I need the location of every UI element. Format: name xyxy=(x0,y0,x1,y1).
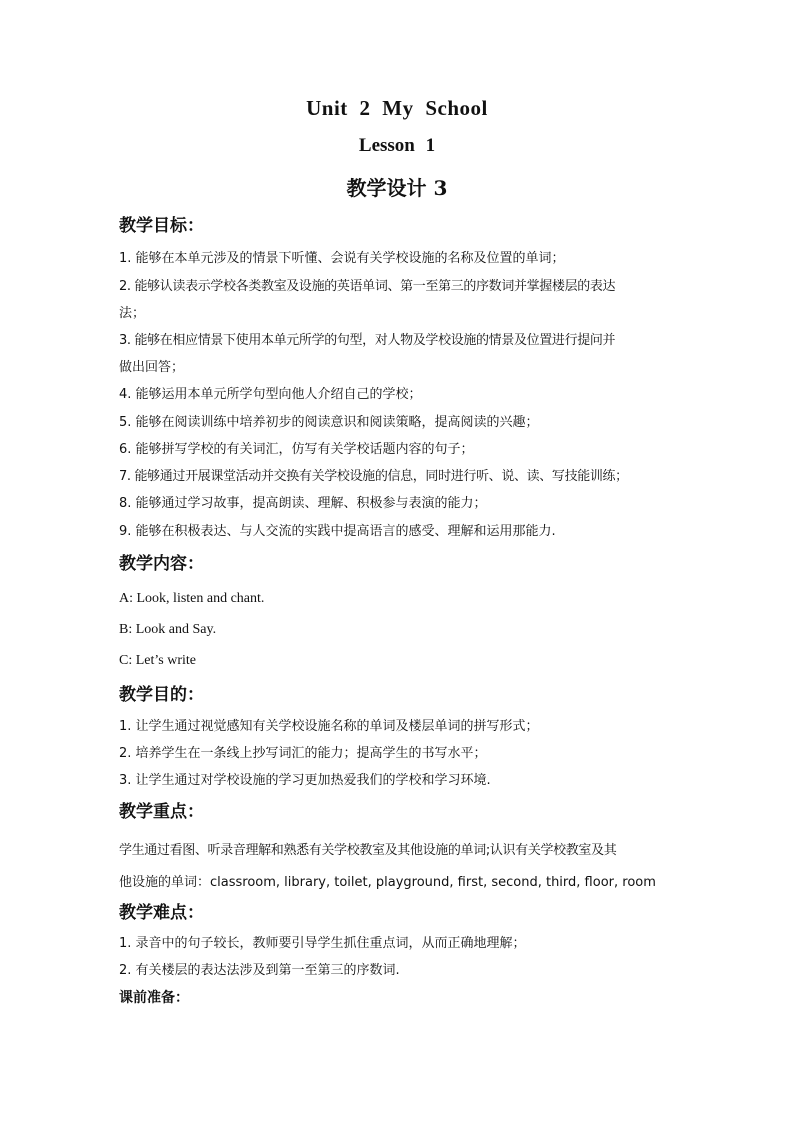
content-item: A: Look, listen and chant. xyxy=(119,591,265,606)
objective-item: 4. 能够运用本单元所学句型向他人介绍自己的学校； xyxy=(119,387,422,402)
content-heading: 教学内容： xyxy=(119,554,204,574)
purpose-item: 3. 让学生通过对学校设施的学习更加热爱我们的学校和学习环境. xyxy=(119,773,491,788)
objective-item: 3. 能够在相应情景下使用本单元所学的句型，对人物及学校设施的情景及位置进行提问并 xyxy=(119,333,616,348)
objectives-heading: 教学目标： xyxy=(119,216,204,236)
objective-item: 2. 能够认读表示学校各类教室及设施的英语单词、第一至第三的序数词并掌握楼层的表达 xyxy=(119,279,616,294)
purpose-item: 1. 让学生通过视觉感知有关学校设施名称的单词及楼层单词的拼写形式； xyxy=(119,719,539,734)
key-points-heading: 教学重点： xyxy=(119,802,204,822)
objective-item: 1. 能够在本单元涉及的情景下听懂、会说有关学校设施的名称及位置的单词； xyxy=(119,251,565,266)
difficulty-item: 1. 录音中的句子较长，教师要引导学生抓住重点词，从而正确地理解； xyxy=(119,936,526,951)
design-title: 教学设计 3 xyxy=(346,176,448,200)
preparation-heading: 课前准备： xyxy=(119,990,189,1006)
purpose-item: 2. 培养学生在一条线上抄写词汇的能力；提高学生的书写水平； xyxy=(119,746,487,761)
objective-item: 7. 能够通过开展课堂活动并交换有关学校设施的信息，同时进行听、说、读、写技能训练； xyxy=(119,469,628,484)
content-item: B: Look and Say. xyxy=(119,622,217,637)
objective-item: 5. 能够在阅读训练中培养初步的阅读意识和阅读策略，提高阅读的兴趣； xyxy=(119,415,539,430)
difficulties-heading: 教学难点： xyxy=(119,903,204,923)
content-item: C: Let’s write xyxy=(119,653,196,668)
objective-item: 9. 能够在积极表达、与人交流的实践中提高语言的感受、理解和运用那能力. xyxy=(119,524,556,539)
purpose-heading: 教学目的： xyxy=(119,685,204,705)
difficulty-item: 2. 有关楼层的表达法涉及到第一至第三的序数词. xyxy=(119,963,400,978)
lesson-title: Lesson 1 xyxy=(358,135,436,156)
key-points-line: 学生通过看图、听录音理解和熟悉有关学校教室及其他设施的单词;认识有关学校教室及其 xyxy=(119,843,617,858)
key-points-line: 他设施的单词：classroom, library, toilet, playground, first, second, third, floor, room xyxy=(119,875,656,890)
unit-title: Unit 2 My School xyxy=(306,96,488,120)
objective-item: 6. 能够拼写学校的有关词汇，仿写有关学校话题内容的句子； xyxy=(119,442,474,457)
objective-item: 做出回答； xyxy=(119,360,185,375)
objective-item: 法； xyxy=(119,306,146,321)
objective-item: 8. 能够通过学习故事，提高朗读、理解、积极参与表演的能力； xyxy=(119,496,487,511)
